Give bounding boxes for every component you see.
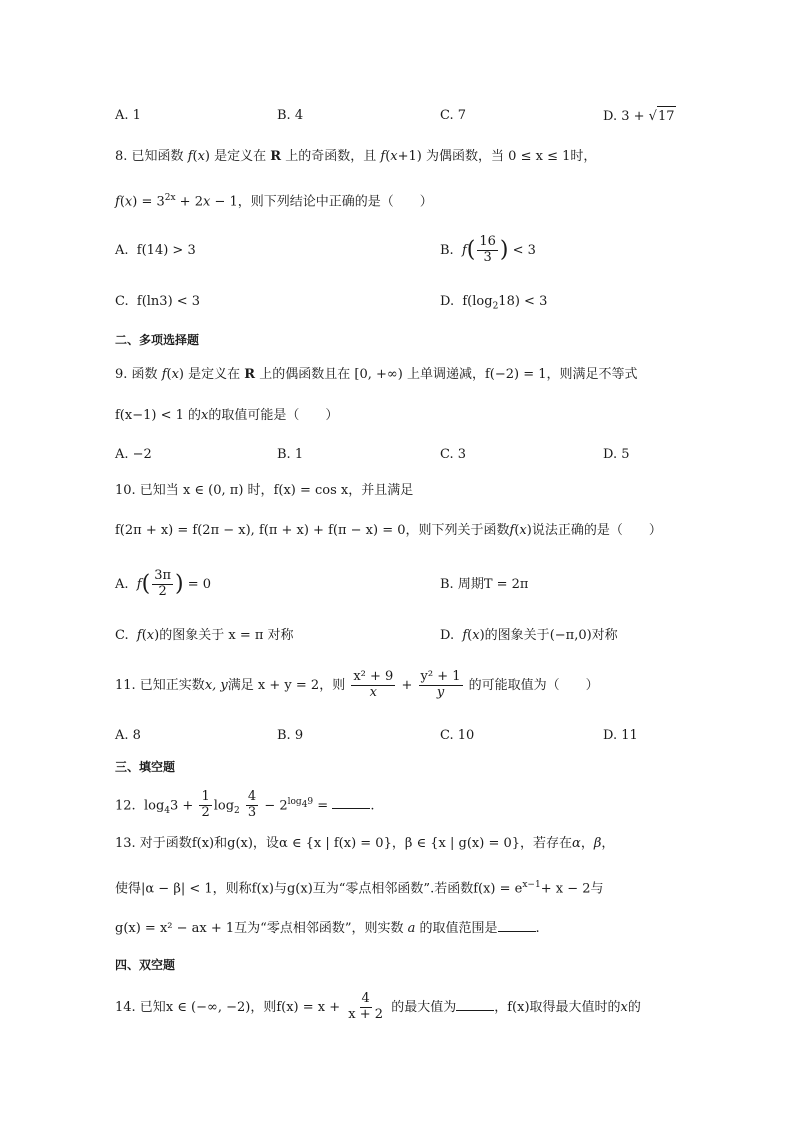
section-3-heading: 三、填空题: [115, 760, 176, 774]
q11-stem: 11. 已知正实数x, y满足 x + y = 2，则 $\frac{\text{x² + 9}}{x}$ + $\frac{\text{y² + 1}}{y}$ 的可能取值为（ ）: [115, 669, 599, 700]
q13-stem-line2: 使得|α − β| < 1，则称f(x)与g(x)互为“零点相邻函数”.若函数$f(x) = e^{x-1}+ x - 2$与: [115, 880, 604, 897]
q9-option-c: C. 3: [440, 447, 467, 462]
q13-answer-blank[interactable]: [498, 917, 536, 932]
q7-option-a: A. 1: [115, 108, 141, 123]
q9-stem-line1: 9. 函数 f(x) 是定义在 R 上的偶函数且在 [0, +∞) 上单调递减，f(−2) = 1，则满足不等式: [115, 367, 638, 382]
q10-option-d: D. f(x)的图象关于(−π,0)对称: [440, 628, 618, 643]
q8-option-d: D. $f(\log_218) < 3$: [440, 294, 548, 312]
q12-answer-blank[interactable]: [332, 794, 370, 809]
q14-answer-blank-1[interactable]: [456, 996, 494, 1011]
q10-option-a: A. f( $\frac{3\pi}{2}$ ) = 0: [115, 568, 212, 599]
q9-option-d: D. 5: [603, 447, 630, 462]
section-4-heading: 四、双空题: [115, 958, 176, 972]
q10-option-b: B. 周期T = 2π: [440, 577, 529, 592]
q13-stem-line3: g(x) = x² − ax + 1互为“零点相邻函数”，则实数 a 的取值范围是 .: [115, 917, 540, 939]
q8-option-a: A. f(14) > 3: [115, 243, 196, 258]
section-2-heading: 二、多项选择题: [115, 333, 200, 347]
q11-option-c: C. 10: [440, 728, 475, 743]
q14-stem: 14. 已知x ∈ (−∞, −2)，则f(x) = x + $\frac{4}{x + 2}$ 的最大值为 ，f(x)取得最大值时的x的: [115, 991, 641, 1022]
q11-option-a: A. 8: [115, 728, 141, 743]
q7-option-c: C. 7: [440, 108, 467, 123]
q11-option-d: D. 11: [603, 728, 638, 743]
q9-option-b: B. 1: [277, 447, 304, 462]
q8-option-b: B. f( $\frac{16}{3}$ ) < 3: [440, 234, 536, 265]
q12-stem: 12. $\log_43$ + $\frac{1}{2}$ $\log_2$ $\frac{4}{3}$ − $2^{log_49}$ = .: [115, 789, 375, 821]
q8-stem-line2: $f(x) = 3^{2x} + 2x - 1$，则下列结论中正确的是（ ）: [115, 193, 433, 210]
q7-option-d: D. 3 + √ 17: [603, 106, 676, 127]
q10-stem-line1: 10. 已知当 x ∈ (0, π) 时，f(x) = cos x，并且满足: [115, 483, 414, 498]
q7-option-b: B. 4: [277, 108, 304, 123]
q13-stem-line1: 13. 对于函数f(x)和g(x)，设α ∈ {x | f(x) = 0}，β ∈ {x | g(x) = 0}，若存在α，β，: [115, 836, 615, 851]
q11-option-b: B. 9: [277, 728, 304, 743]
q10-option-c: C. f(x)的图象关于 x = π 对称: [115, 628, 294, 643]
q8-option-c: C. f(ln3) < 3: [115, 294, 201, 309]
q9-stem-line2: f(x−1) < 1 的x的取值可能是（ ）: [115, 408, 339, 423]
q10-stem-line2: f(2π + x) = f(2π − x), f(π + x) + f(π − x) = 0，则下列关于函数f(x)说法正确的是（ ）: [115, 523, 662, 538]
q9-option-a: A. −2: [115, 447, 152, 462]
q8-stem-line1: 8. 已知函数 f(x) 是定义在 R 上的奇函数，且 f(x+1) 为偶函数，当 0 ≤ x ≤ 1时，: [115, 149, 597, 164]
